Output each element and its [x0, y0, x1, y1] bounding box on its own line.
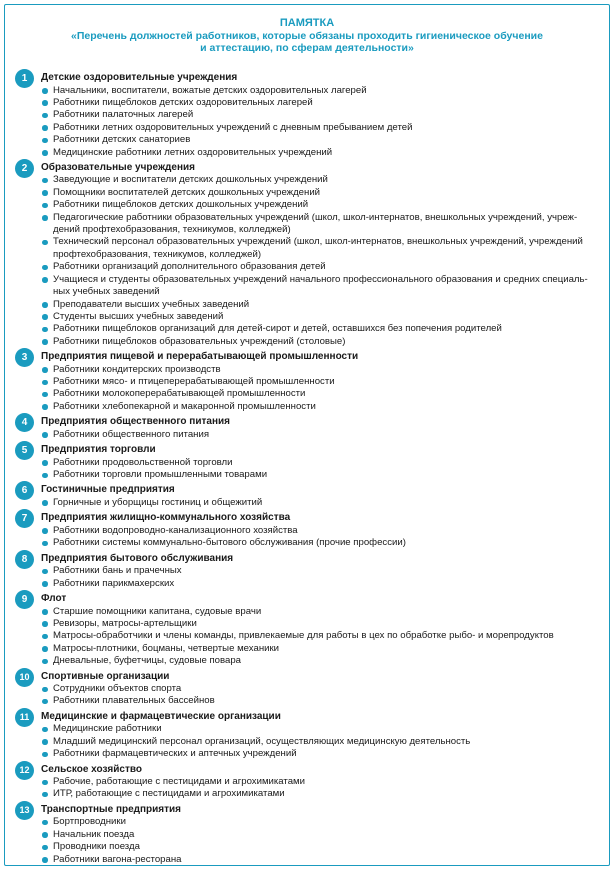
list-item — [41, 174, 601, 186]
list-item — [41, 364, 601, 376]
list-item — [41, 236, 601, 261]
list-item-text: Педагогические работники образовательных учреждений (школ, школ-интернатов, внешкольных учреждений, учреж- — [53, 211, 578, 223]
list-item — [41, 457, 601, 469]
list-item-text: Работники организаций дополнительного образования детей — [53, 261, 326, 273]
bullet-icon — [42, 659, 48, 665]
list-item — [41, 525, 601, 537]
list-item-text: Работники мясо- и птицеперерабатывающей промышленности — [53, 376, 335, 388]
list-item — [41, 578, 601, 590]
section-title: Предприятия общественного питания — [41, 416, 230, 428]
list-item-text: Работники детских санаториев — [53, 134, 191, 146]
bullet-icon — [42, 150, 48, 156]
section-title: Транспортные предприятия — [41, 803, 182, 815]
list-item-text: Старшие помощники капитана, судовые врачи — [53, 605, 262, 617]
section-number-badge: 3 — [15, 348, 34, 367]
list-item-text: Заведующие и воспитатели детских дошкольных учреждений — [53, 174, 328, 186]
list-item — [41, 212, 601, 237]
bullet-icon — [42, 367, 48, 373]
list-item-text: Матросы-обработчики и члены команды, привлекаемые для работы в цех по обработке рыбо- и морепродуктов — [53, 630, 554, 642]
bullet-icon — [42, 277, 48, 283]
list-item — [41, 683, 601, 695]
list-item — [41, 122, 601, 134]
bullet-icon — [42, 820, 48, 826]
section-number-badge: 9 — [15, 590, 34, 609]
section-number-badge: 4 — [15, 413, 34, 432]
section-2 — [5, 159, 609, 348]
list-item-text: Работники летних оздоровительных учреждений с дневным пребыванием детей — [53, 121, 413, 133]
list-item-text: Учащиеся и студенты образовательных учреждений начального профессионального образования и средних специаль- — [53, 273, 588, 285]
section-7 — [5, 509, 609, 549]
list-item-text: Горничные и уборщицы гостиниц и общежитий — [53, 496, 263, 508]
list-item — [41, 429, 601, 441]
bullet-icon — [42, 240, 48, 246]
bullet-icon — [42, 125, 48, 131]
list-item — [41, 261, 601, 273]
section-8 — [5, 550, 609, 590]
list-item-text: Работники плавательных бассейнов — [53, 695, 215, 707]
list-item-text: Студенты высших учебных заведений — [53, 310, 224, 322]
list-item-text: Работники пищеблоков детских дошкольных учреждений — [53, 199, 309, 211]
section-title: Предприятия бытового обслуживания — [41, 552, 234, 564]
list-item — [41, 323, 601, 335]
list-item-text: Сотрудники объектов спорта — [53, 683, 182, 695]
list-item — [41, 299, 601, 311]
list-item — [41, 85, 601, 97]
list-item-text: Работники парикмахерских — [53, 577, 175, 589]
bullet-icon — [42, 302, 48, 308]
bullet-icon — [42, 792, 48, 798]
list-item-text: Технический персонал образовательных учреждений (школ, школ-интернатов, внешкольных учреждений, учреждений — [53, 236, 583, 248]
list-item-text: Медицинские работники — [53, 723, 162, 735]
section-title: Спортивные организации — [41, 670, 170, 682]
bullet-icon — [42, 190, 48, 196]
section-title: Образовательные учреждения — [41, 161, 195, 173]
list-item — [41, 469, 601, 481]
section-9 — [5, 590, 609, 668]
bullet-icon — [42, 404, 48, 410]
section-title: Сельское хозяйство — [41, 763, 142, 775]
list-item — [41, 723, 601, 735]
list-item-text: Ревизоры, матросы-артельщики — [53, 617, 197, 629]
list-item — [41, 311, 601, 323]
list-item — [41, 788, 601, 800]
bullet-icon — [42, 687, 48, 693]
list-item-text: Бортпроводники — [53, 816, 126, 828]
list-item-text: Работники продовольственной торговли — [53, 456, 233, 468]
list-item — [41, 497, 601, 509]
section-1 — [5, 69, 609, 159]
list-item — [41, 565, 601, 577]
list-item — [41, 109, 601, 121]
list-item — [41, 97, 601, 109]
section-6 — [5, 481, 609, 509]
list-item-text: Работники фармацевтических и аптечных учреждений — [53, 748, 297, 760]
section-number-badge: 8 — [15, 550, 34, 569]
bullet-icon — [42, 215, 48, 221]
list-item-text: ных учебных заведений — [53, 286, 160, 298]
list-item-text: Помощники воспитателей детских дошкольных учреждений — [53, 186, 321, 198]
bullet-icon — [42, 621, 48, 627]
list-item — [41, 736, 601, 748]
list-item — [41, 841, 601, 853]
section-4 — [5, 413, 609, 441]
bullet-icon — [42, 634, 48, 640]
list-item — [41, 655, 601, 667]
list-item-text: дений профтехобразования, техникумов, колледжей) — [53, 224, 291, 236]
bullet-icon — [42, 203, 48, 209]
list-item-text: Работники палаточных лагерей — [53, 109, 194, 121]
section-10 — [5, 668, 609, 708]
list-item — [41, 537, 601, 549]
list-item-text: профтехобразования, техникумов, колледжей) — [53, 248, 262, 260]
list-item — [41, 401, 601, 413]
list-item — [41, 274, 601, 299]
bullet-icon — [42, 327, 48, 333]
bullet-icon — [42, 138, 48, 144]
bullet-icon — [42, 500, 48, 506]
section-11 — [5, 708, 609, 761]
list-item-text: Работники хлебопекарной и макаронной промышленности — [53, 400, 316, 412]
section-number-badge: 6 — [15, 481, 34, 500]
bullet-icon — [42, 857, 48, 863]
bullet-icon — [42, 780, 48, 786]
list-item — [41, 854, 601, 866]
bullet-icon — [42, 581, 48, 587]
list-item-text: Работники кондитерских производств — [53, 363, 221, 375]
list-item-text: Работники системы коммунально-бытового обслуживания (прочие профессии) — [53, 537, 406, 549]
section-number-badge: 7 — [15, 509, 34, 528]
list-item — [41, 336, 601, 348]
bullet-icon — [42, 832, 48, 838]
list-item — [41, 376, 601, 388]
list-item — [41, 630, 601, 642]
list-item-text: Начальники, воспитатели, вожатые детских оздоровительных лагерей — [53, 84, 367, 96]
section-number-badge: 12 — [15, 761, 34, 780]
list-item-text: Работники пищеблоков организаций для детей-сирот и детей, оставшихся без попечения родителей — [53, 323, 502, 335]
bullet-icon — [42, 752, 48, 758]
bullet-icon — [42, 314, 48, 320]
list-item — [41, 147, 601, 159]
memo-title: ПАМЯТКА — [279, 17, 335, 29]
bullet-icon — [42, 528, 48, 534]
list-item-text: Рабочие, работающие с пестицидами и агрохимикатами — [53, 776, 306, 788]
section-title: Гостиничные предприятия — [41, 484, 175, 496]
sections-list — [5, 69, 609, 866]
memo-header — [5, 5, 609, 55]
list-item — [41, 776, 601, 788]
bullet-icon — [42, 178, 48, 184]
bullet-icon — [42, 380, 48, 386]
section-number-badge: 11 — [15, 708, 34, 727]
bullet-icon — [42, 460, 48, 466]
list-item — [41, 829, 601, 841]
bullet-icon — [42, 646, 48, 652]
list-item-text: Работники вагона-ресторана — [53, 853, 182, 865]
list-item-text: Проводники поезда — [53, 841, 140, 853]
section-number-badge: 2 — [15, 159, 34, 178]
section-3 — [5, 348, 609, 413]
list-item-text: Работники торговли промышленными товарами — [53, 469, 268, 481]
section-title: Медицинские и фармацевтические организации — [41, 710, 281, 722]
list-item-text: Преподаватели высших учебных заведений — [53, 298, 250, 310]
section-number-badge: 10 — [15, 668, 34, 687]
list-item-text: Начальник поезда — [53, 828, 135, 840]
bullet-icon — [42, 739, 48, 745]
section-title: Детские оздоровительные учреждения — [41, 72, 238, 83]
section-12 — [5, 761, 609, 801]
section-5 — [5, 441, 609, 481]
list-item — [41, 643, 601, 655]
bullet-icon — [42, 88, 48, 94]
list-item — [41, 606, 601, 618]
memo-subtitle-line2: и аттестацию, по сферам деятельности» — [200, 42, 414, 54]
memo-frame — [4, 4, 610, 866]
bullet-icon — [42, 727, 48, 733]
bullet-icon — [42, 699, 48, 705]
bullet-icon — [42, 339, 48, 345]
list-item — [41, 618, 601, 630]
section-number-badge: 13 — [15, 801, 34, 820]
bullet-icon — [42, 569, 48, 575]
list-item-text: Дневальные, буфетчицы, судовые повара — [53, 655, 241, 667]
list-item-text: Работники молокоперерабатывающей промышленности — [53, 388, 306, 400]
list-item — [41, 816, 601, 828]
section-number-badge: 1 — [15, 69, 34, 88]
section-13 — [5, 801, 609, 866]
section-title: Предприятия жилищно-коммунального хозяйства — [41, 512, 291, 524]
list-item — [41, 695, 601, 707]
list-item — [41, 199, 601, 211]
bullet-icon — [42, 541, 48, 547]
section-title: Предприятия торговли — [41, 444, 156, 456]
list-item-text: Медицинские работники летних оздоровительных учреждений — [53, 146, 333, 158]
bullet-icon — [42, 432, 48, 438]
section-number-badge: 5 — [15, 441, 34, 460]
bullet-icon — [42, 100, 48, 106]
list-item-text: Младший медицинский персонал организаций, осуществляющих медицинскую деятельность — [53, 735, 471, 747]
section-title: Флот — [41, 593, 67, 604]
bullet-icon — [42, 473, 48, 479]
list-item — [41, 748, 601, 760]
bullet-icon — [42, 265, 48, 271]
section-title: Предприятия пищевой и перерабатывающей промышленности — [41, 351, 359, 363]
list-item-text: Работники пищеблоков детских оздоровительных лагерей — [53, 96, 313, 108]
memo-subtitle-line1: «Перечень должностей работников, которые обязаны проходить гигиеническое обучение — [71, 29, 543, 42]
list-item-text: Работники пищеблоков образовательных учреждений (столовые) — [53, 335, 346, 347]
list-item-text: Работники бань и прачечных — [53, 565, 182, 577]
list-item — [41, 388, 601, 400]
bullet-icon — [42, 609, 48, 615]
list-item-text: Работники общественного питания — [53, 428, 210, 440]
list-item-text: Матросы-плотники, боцманы, четвертые механики — [53, 642, 280, 654]
list-item — [41, 187, 601, 199]
list-item-text: ИТР, работающие с пестицидами и агрохимикатами — [53, 788, 285, 800]
bullet-icon — [42, 845, 48, 851]
bullet-icon — [42, 113, 48, 119]
bullet-icon — [42, 392, 48, 398]
list-item-text: Работники водопроводно-канализационного хозяйства — [53, 524, 298, 536]
list-item — [41, 134, 601, 146]
